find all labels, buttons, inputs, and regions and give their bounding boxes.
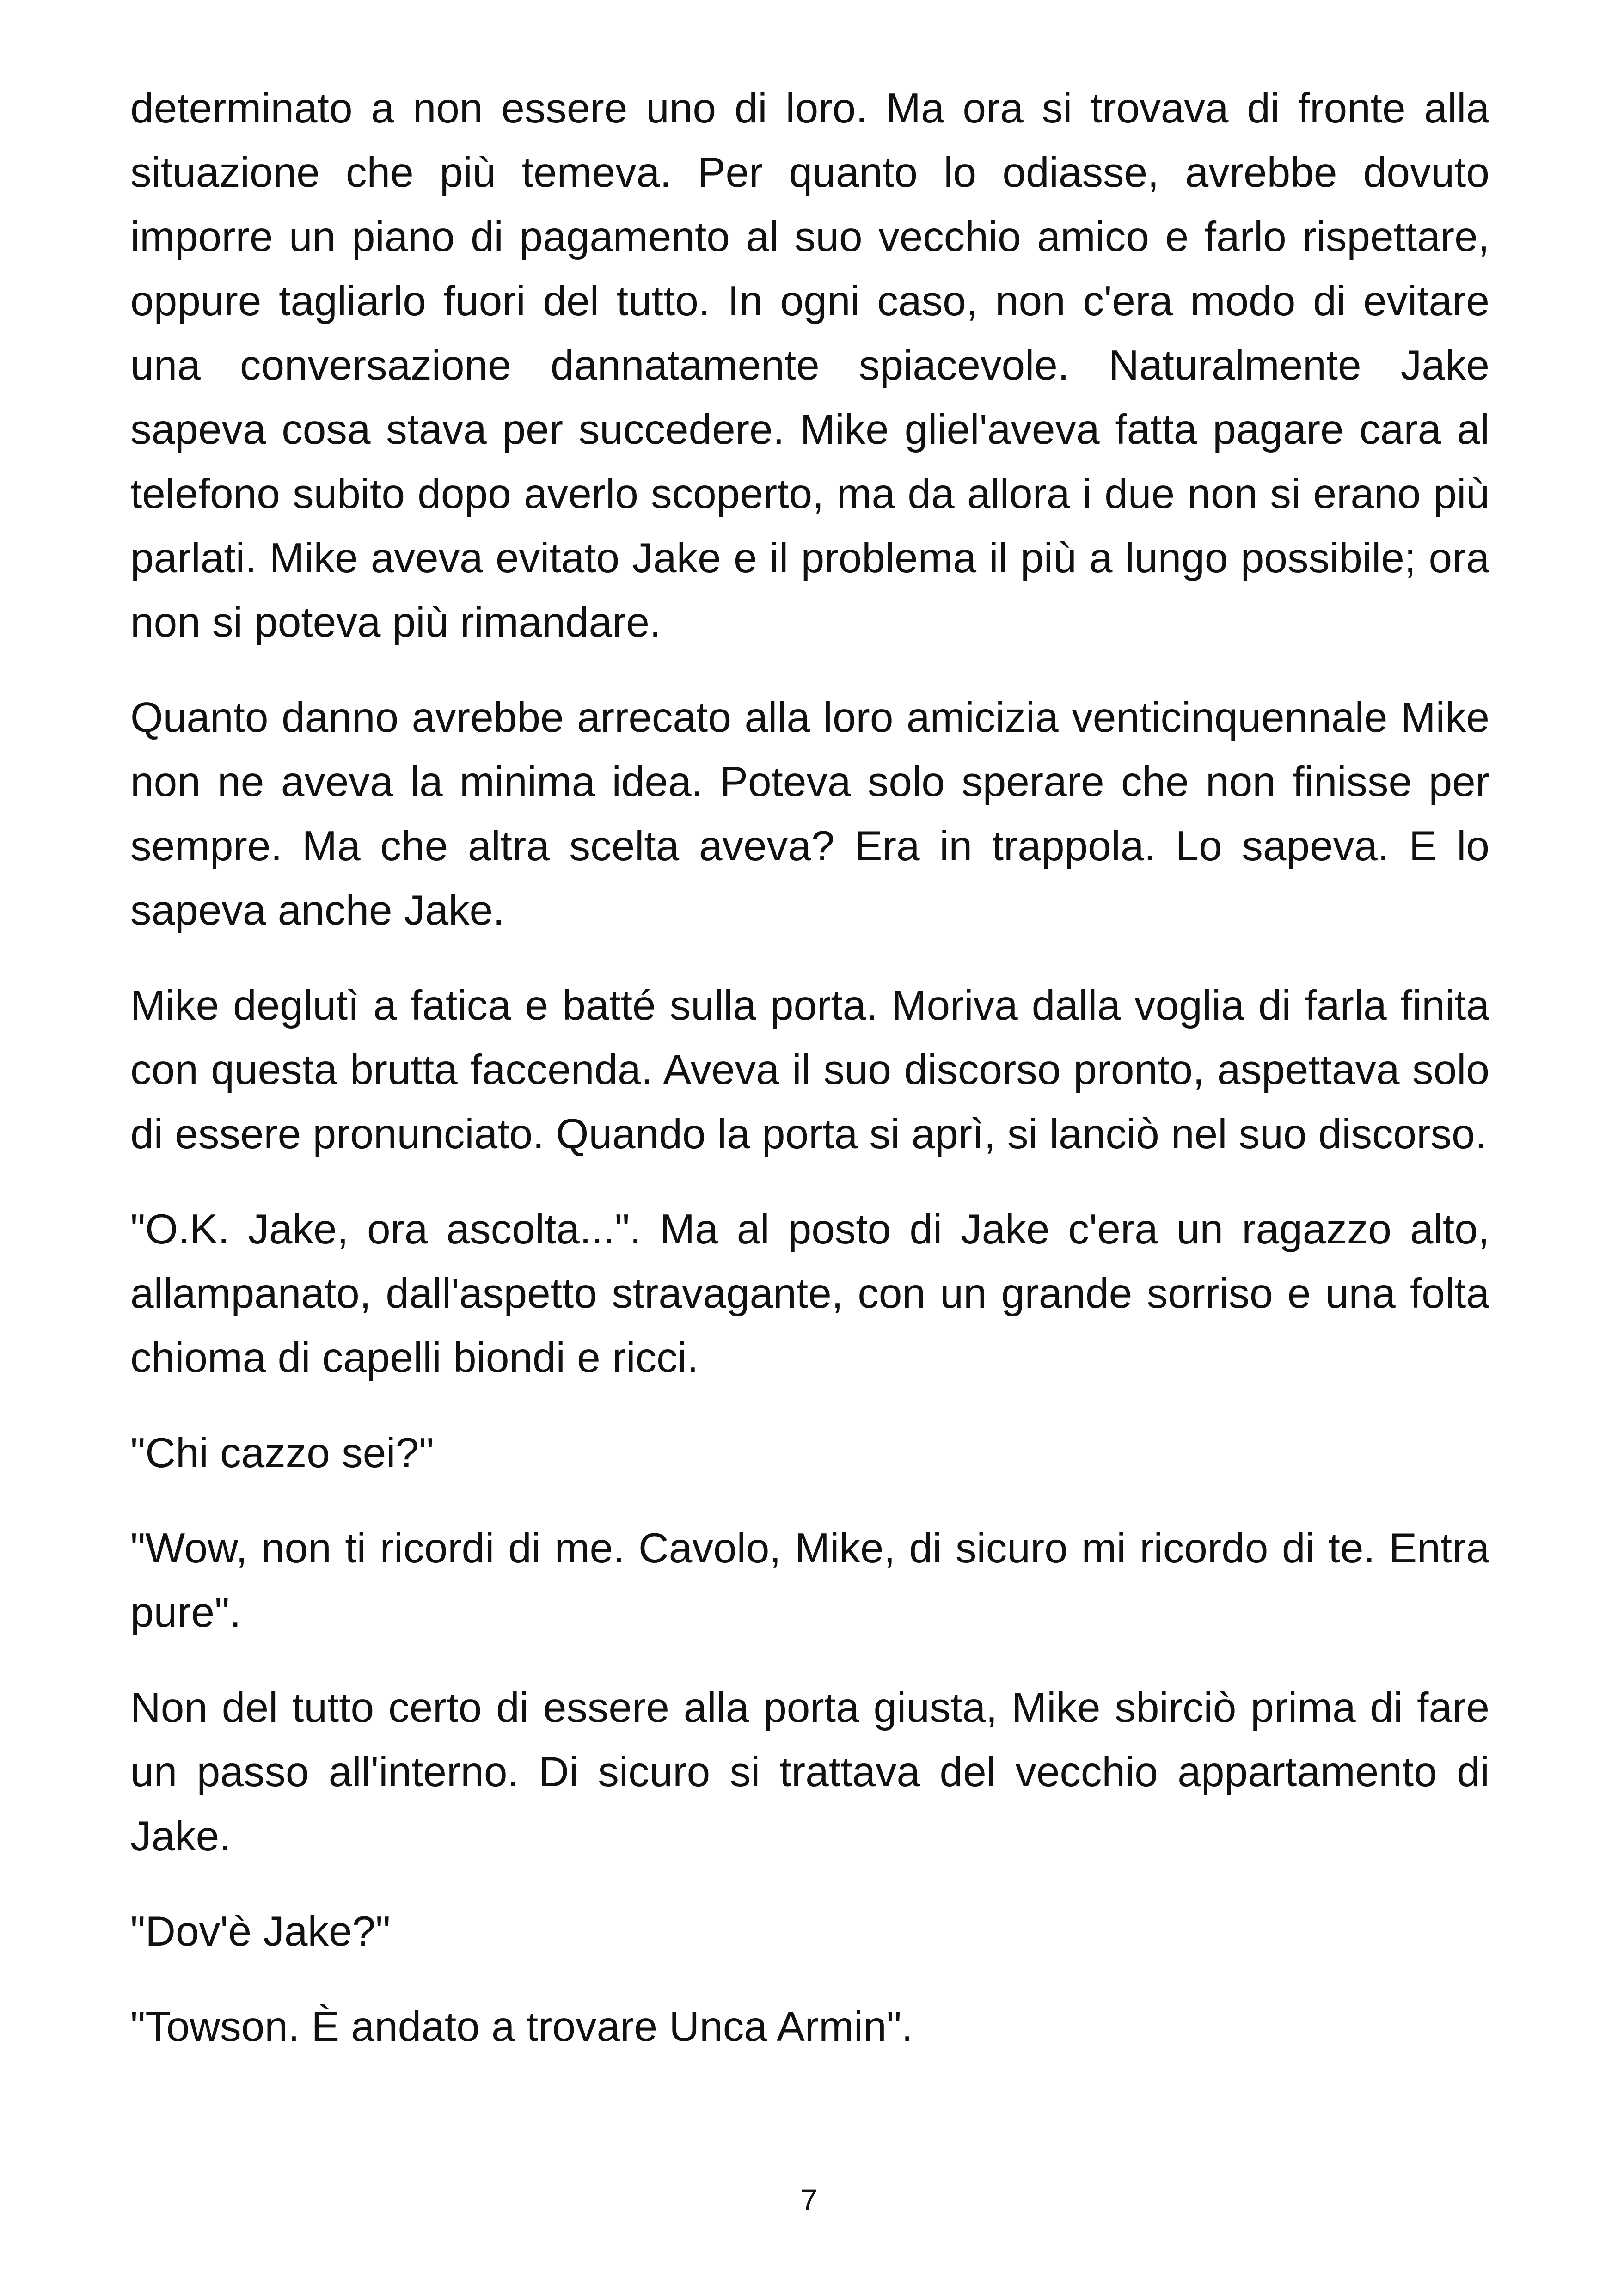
paragraph-3: Mike deglutì a fatica e batté sulla porta. Moriva dalla voglia di farla finita con questa brutta faccenda. Aveva il suo discorso pronto, aspettava solo di essere pronunciato. Quando la porta si aprì, si lanciò nel suo discorso.: [130, 982, 1489, 1157]
paragraph-2: Quanto danno avrebbe arrecato alla loro amicizia venticinquennale Mike non ne aveva la minima idea. Poteva solo sperare che non finisse per sempre. Ma che altra scelta aveva? Era in trappola. Lo sapeva. E lo sapeva anche Jake.: [130, 694, 1489, 934]
paragraph-5: "Chi cazzo sei?": [130, 1430, 434, 1476]
page-number: 7: [800, 2183, 818, 2217]
paragraph-7: Non del tutto certo di essere alla porta giusta, Mike sbirciò prima di fare un passo all'interno. Di sicuro si trattava del vecchio appartamento di Jake.: [130, 1684, 1489, 1860]
paragraph-4: "O.K. Jake, ora ascolta...". Ma al posto di Jake c'era un ragazzo alto, allampanato, dall'aspetto stravagante, con un grande sorriso e una folta chioma di capelli biondi e ricci.: [130, 1206, 1489, 1381]
paragraph-6: "Wow, non ti ricordi di me. Cavolo, Mike, di sicuro mi ricordo di te. Entra pure".: [130, 1525, 1489, 1636]
paragraph-1: determinato a non essere uno di loro. Ma ora si trovava di fronte alla situazione che più temeva. Per quanto lo odiasse, avrebbe dovuto imporre un piano di pagamento al suo vecchio amico e farlo rispettare, oppure tagliarlo fuori del tutto. In ogni caso, non c'era modo di evitare una conversazione dannatamente spiacevole. Naturalmente Jake sapeva cosa stava per succedere. Mike gliel'aveva fatta pagare cara al telefono subito dopo averlo scoperto, ma da allora i due non si erano più parlati. Mike aveva evitato Jake e il problema il più a lungo possibile; ora non si poteva più rimandare.: [130, 85, 1489, 646]
page-body: [130, 76, 1489, 2090]
paragraph-9: "Towson. È andato a trovare Unca Armin".: [130, 2003, 913, 2050]
paragraph-8: "Dov'è Jake?": [130, 1908, 391, 1955]
